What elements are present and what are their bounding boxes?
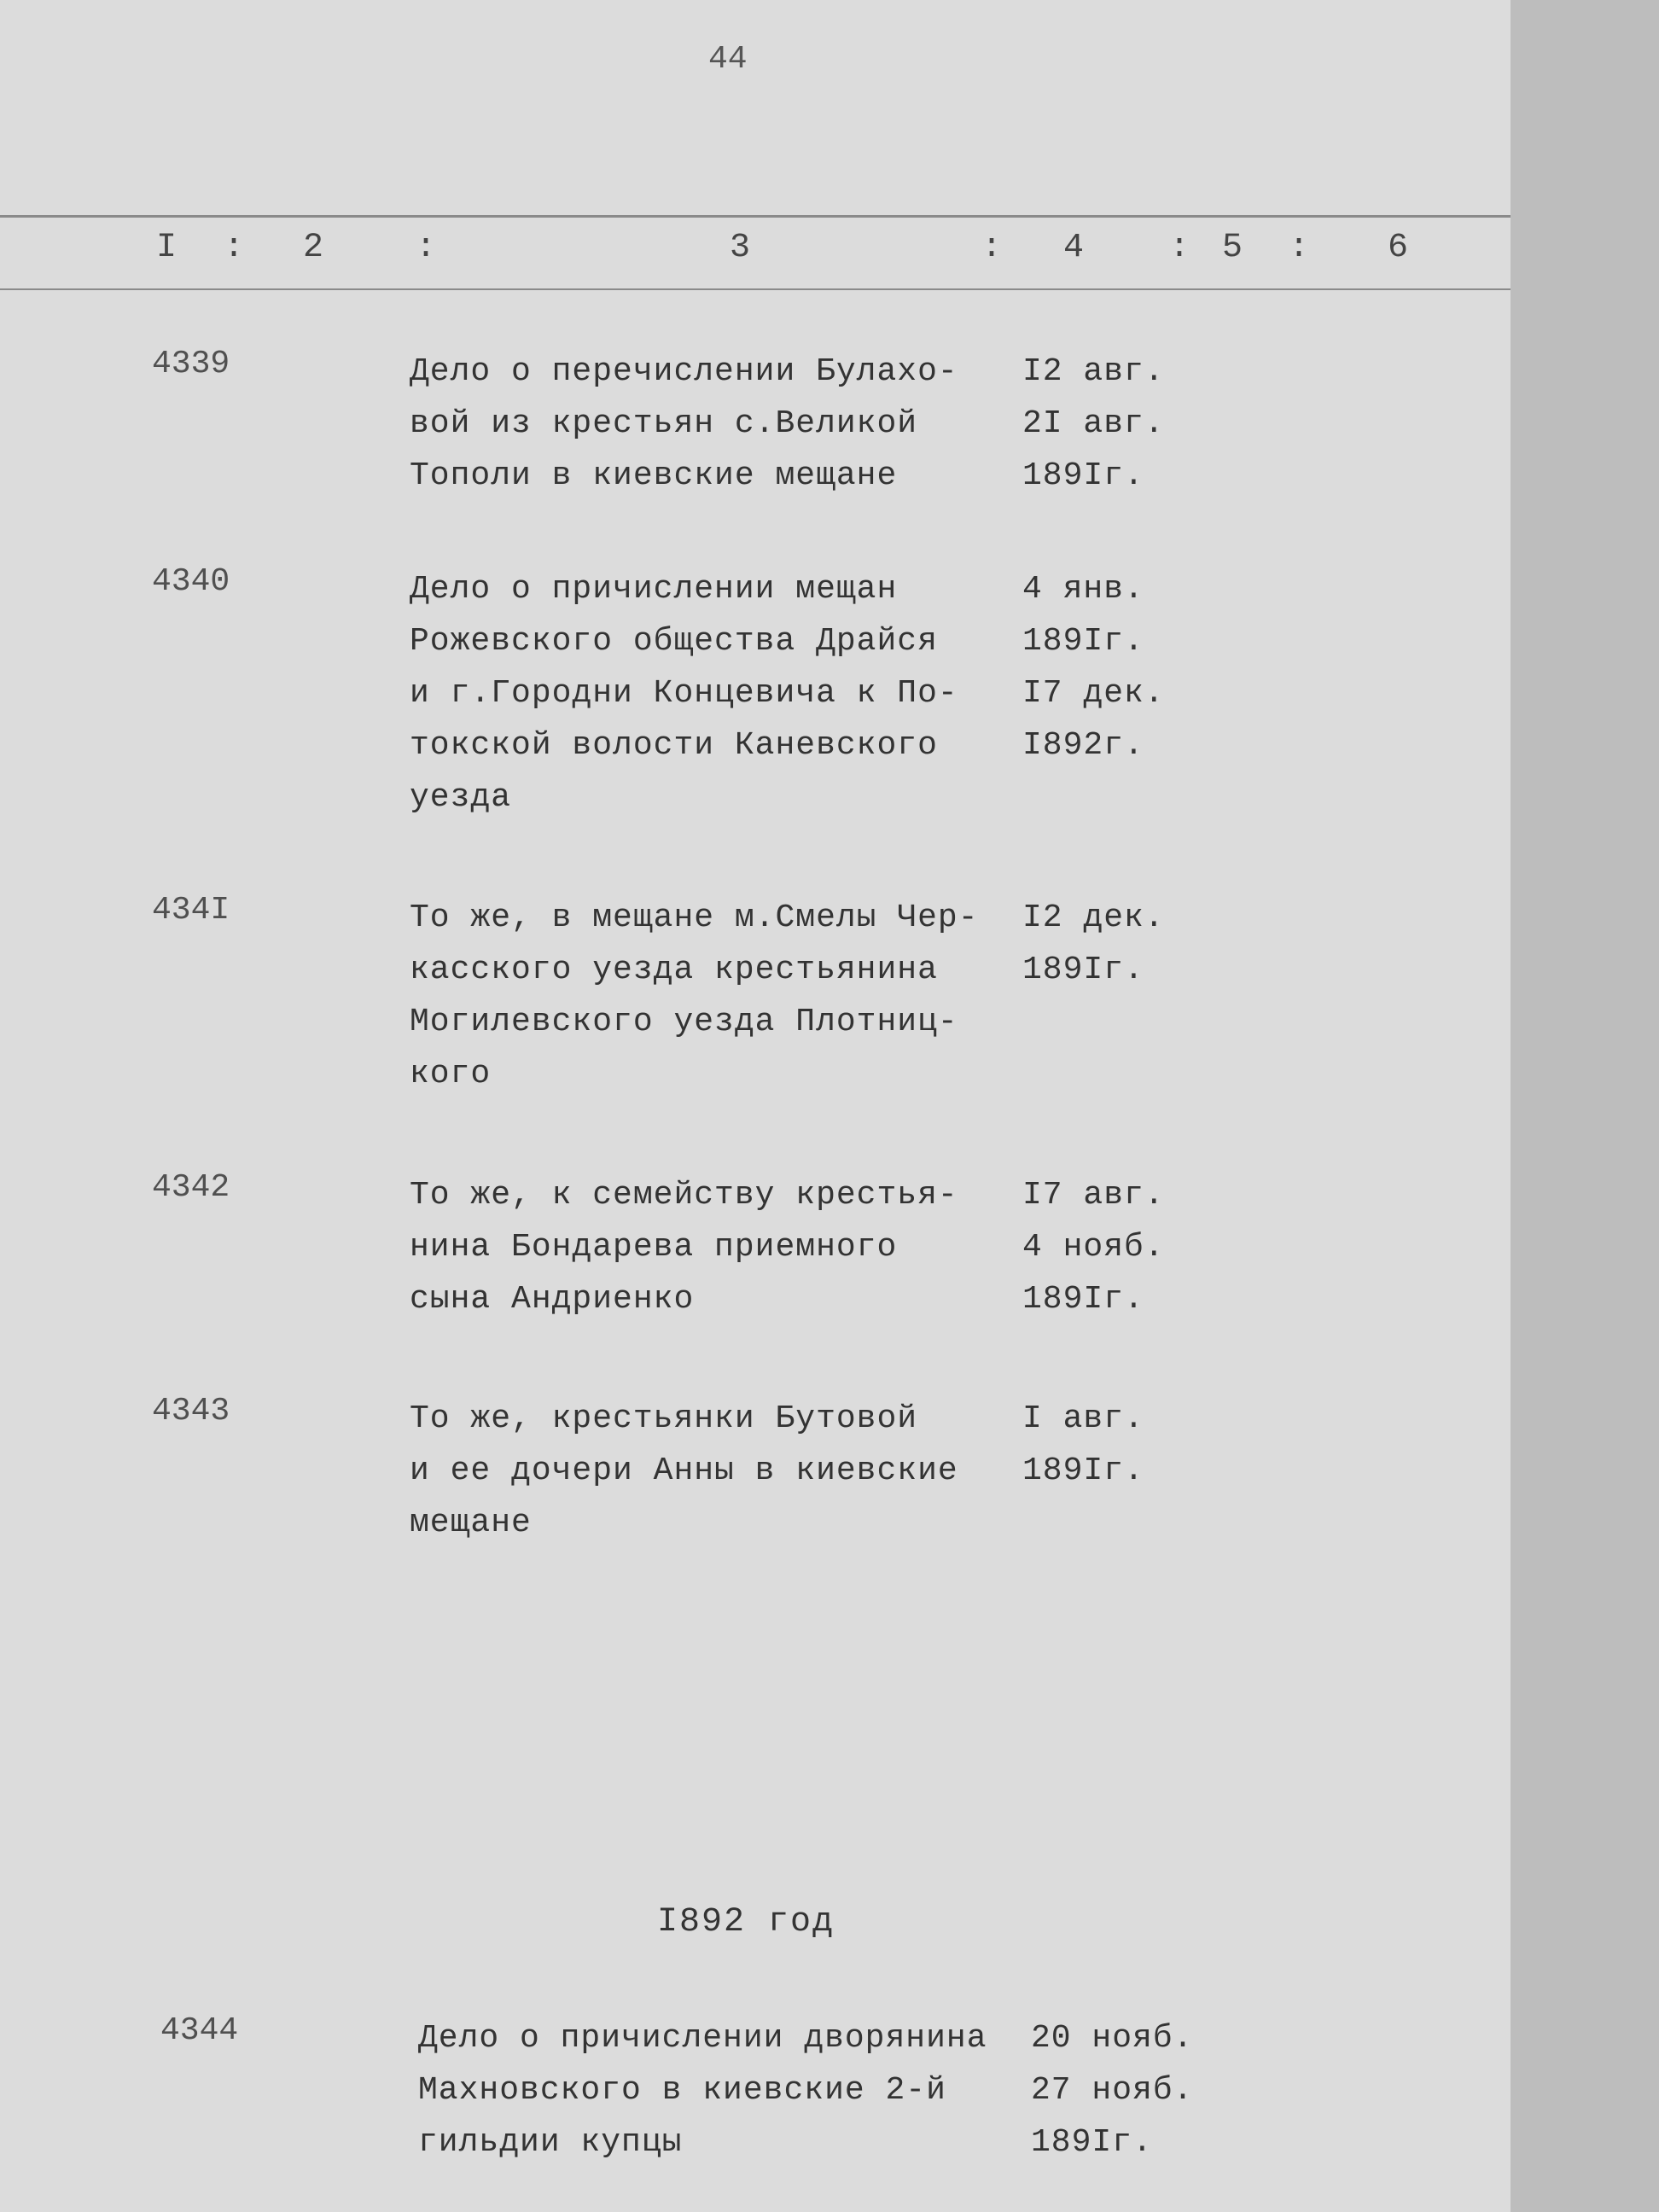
column-header-6: 6: [1388, 229, 1409, 267]
case-description: [410, 1393, 1041, 1549]
case-number: 4344: [160, 2012, 239, 2049]
description-line: и ее дочери Анны в киевские: [410, 1452, 958, 1489]
date-line: I7 авг.: [1022, 1177, 1165, 1214]
case-number: 434I: [152, 892, 230, 928]
date-line: 189Iг.: [1022, 457, 1144, 494]
date-line: 2I авг.: [1022, 405, 1165, 442]
column-header-4: 4: [1063, 229, 1085, 267]
description-line: Тополи в киевские мещане: [410, 457, 898, 494]
description-line: вой из крестьян с.Великой: [410, 405, 918, 442]
column-separator: :: [981, 229, 1003, 267]
header-rule-top: [0, 215, 1511, 218]
case-dates: [1022, 346, 1244, 502]
date-line: 189Iг.: [1022, 952, 1144, 988]
year-heading: I892 год: [657, 1903, 835, 1941]
page-number: 44: [708, 41, 748, 78]
case-description: [410, 563, 1041, 824]
description-line: касского уезда крестьянина: [410, 952, 938, 988]
date-line: 189Iг.: [1022, 1281, 1144, 1318]
header-rule-bottom: [0, 288, 1511, 290]
date-line: 4 нояб.: [1022, 1229, 1165, 1266]
description-line: Дело о причислении дворянина: [418, 2020, 987, 2057]
description-line: и г.Городни Концевича к По-: [410, 675, 958, 712]
case-description: [410, 346, 1041, 502]
date-line: 189Iг.: [1022, 623, 1144, 660]
date-line: 189Iг.: [1022, 1452, 1144, 1489]
column-separator: :: [224, 229, 245, 267]
column-separator: :: [1289, 229, 1310, 267]
column-separator: :: [416, 229, 437, 267]
date-line: I892г.: [1022, 727, 1144, 764]
case-dates: [1031, 2012, 1253, 2168]
case-description: [418, 2012, 1050, 2168]
column-header-1: I: [156, 229, 178, 267]
description-line: токской волости Каневского: [410, 727, 938, 764]
description-line: То же, в мещане м.Смелы Чер-: [410, 899, 979, 936]
column-header-2: 2: [303, 229, 324, 267]
case-number: 4342: [152, 1169, 230, 1206]
case-dates: [1022, 563, 1244, 771]
date-line: 189Iг.: [1031, 2124, 1153, 2161]
case-dates: [1022, 1169, 1244, 1325]
page-edge-background: [1511, 0, 1659, 2212]
case-number: 4343: [152, 1393, 230, 1429]
description-line: нина Бондарева приемного: [410, 1229, 898, 1266]
date-line: 4 янв.: [1022, 571, 1144, 608]
case-description: [410, 1169, 1041, 1325]
date-line: 27 нояб.: [1031, 2072, 1194, 2109]
case-number: 4339: [152, 346, 230, 382]
date-line: I7 дек.: [1022, 675, 1165, 712]
description-line: Могилевского уезда Плотниц-: [410, 1004, 958, 1040]
date-line: I2 авг.: [1022, 353, 1165, 390]
case-description: [410, 892, 1041, 1100]
description-line: гильдии купцы: [418, 2124, 683, 2161]
description-line: сына Андриенко: [410, 1281, 695, 1318]
column-header-3: 3: [730, 229, 751, 267]
description-line: То же, к семейству крестья-: [410, 1177, 958, 1214]
description-line: То же, крестьянки Бутовой: [410, 1400, 918, 1437]
case-number: 4340: [152, 563, 230, 600]
description-line: кого: [410, 1056, 492, 1092]
description-line: Дело о перечислении Булахо-: [410, 353, 958, 390]
case-dates: [1022, 1393, 1244, 1497]
description-line: Махновского в киевские 2-й: [418, 2072, 946, 2109]
description-line: уезда: [410, 779, 512, 816]
description-line: Дело о причислении мещан: [410, 571, 898, 608]
date-line: I2 дек.: [1022, 899, 1165, 936]
description-line: Рожевского общества Драйся: [410, 623, 938, 660]
column-header-5: 5: [1222, 229, 1243, 267]
date-line: I авг.: [1022, 1400, 1144, 1437]
description-line: мещане: [410, 1505, 532, 1541]
column-separator: :: [1169, 229, 1190, 267]
date-line: 20 нояб.: [1031, 2020, 1194, 2057]
case-dates: [1022, 892, 1244, 996]
